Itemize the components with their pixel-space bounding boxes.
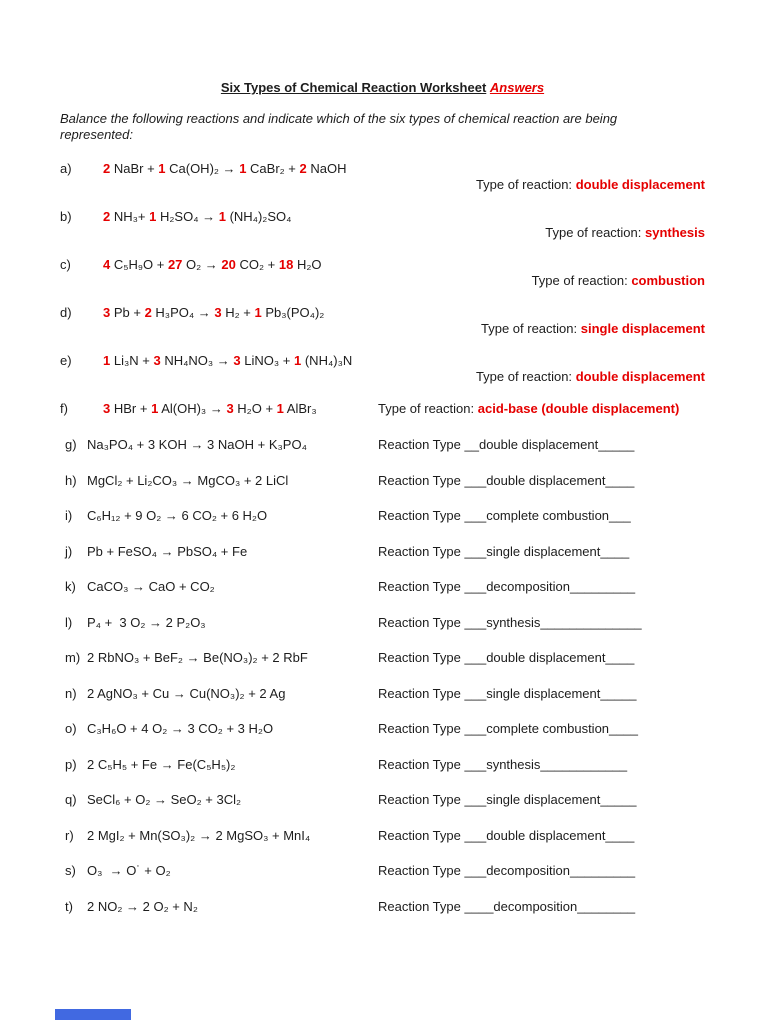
equation-line: [60, 161, 705, 177]
reaction-type-answer-blank: ___double displacement____: [464, 650, 635, 665]
formula-segment: H₂SO₄ →: [156, 209, 219, 224]
formula-segment: Pb +: [110, 305, 145, 320]
reaction-item-b: [60, 209, 705, 241]
item-letter: r): [65, 827, 74, 843]
reaction-type-line: [378, 473, 634, 489]
reaction-type-line: [378, 544, 629, 560]
item-letter: b): [60, 209, 72, 224]
reaction-type-line: [378, 508, 631, 524]
reaction-type-answer-blank: ___complete combustion____: [464, 721, 638, 736]
balancing-coefficient: 1: [218, 209, 226, 224]
item-letter: n): [65, 685, 77, 701]
formula-segment: (NH₄)₃N: [301, 353, 353, 368]
reaction-item-g: [60, 437, 705, 453]
item-letter: k): [65, 579, 76, 594]
formula-segment: Pb₃(PO₄)₂: [261, 305, 325, 320]
type-of-reaction-label: Type of reaction:: [531, 273, 628, 288]
item-letter: t): [65, 898, 73, 914]
item-letter: c): [60, 257, 71, 272]
reaction-type-label: Reaction Type: [378, 721, 461, 736]
reaction-type-label: Reaction Type: [378, 508, 461, 523]
equation-line: [60, 209, 705, 225]
balancing-coefficient: 2: [144, 305, 152, 320]
equation-line: [60, 353, 705, 369]
formula-segment: Ca(OH)₂ →: [165, 161, 240, 176]
balancing-coefficient: 20: [221, 257, 236, 272]
reaction-type-answer: double displacement: [575, 177, 705, 192]
page-title: [60, 80, 705, 96]
chemical-equation: 2 AgNO₃ + Cu → Cu(NO₃)₂ + 2 Ag: [87, 685, 286, 701]
instructions: [60, 111, 705, 143]
reaction-type-answer-blank: ___single displacement_____: [464, 792, 637, 807]
item-letter: h): [65, 472, 77, 488]
reaction-type-answer: combustion: [631, 273, 705, 288]
item-letter: g): [65, 437, 77, 452]
balancing-coefficient: 1: [151, 401, 159, 416]
reaction-type-answer-blank: ___decomposition_________: [464, 579, 636, 594]
formula-segment: H₂O: [293, 257, 322, 272]
balancing-coefficient: 3: [153, 353, 161, 368]
formula-segment: AlBr₃: [283, 401, 317, 416]
type-of-reaction-line: [60, 225, 705, 241]
formula-segment: H₃PO₄ →: [151, 305, 215, 320]
reaction-type-answer: double displacement: [575, 369, 705, 384]
balancing-coefficient: 1: [239, 161, 247, 176]
balancing-coefficient: 2: [299, 161, 307, 176]
formula-segment: (NH₄)₂SO₄: [225, 209, 292, 224]
balancing-coefficient: 1: [149, 209, 157, 224]
reaction-type-line: [378, 615, 642, 631]
reaction-type-line: [378, 828, 634, 844]
chemical-equation: P₄ + 3 O₂ → 2 P₂O₃: [87, 614, 206, 630]
reaction-type-label: Reaction Type: [378, 543, 461, 559]
title-answers: Answers: [489, 80, 545, 95]
reaction-item-p: [60, 757, 705, 773]
item-letter: e): [60, 353, 72, 368]
type-of-reaction-line: [60, 321, 705, 337]
formula-segment: O₂ →: [182, 257, 222, 272]
footer-accent-bar: [55, 1009, 131, 1020]
reaction-type-line: [378, 437, 634, 453]
reaction-item-o: [60, 721, 705, 737]
formula-segment: NaOH: [306, 161, 347, 176]
item-letter: a): [60, 161, 72, 176]
formula-segment: CO₂ +: [235, 257, 279, 272]
reaction-type-answer: single displacement: [580, 321, 705, 336]
reaction-type-answer-blank: ___synthesis____________: [464, 756, 628, 772]
formula-segment: Al(OH)₃ →: [158, 401, 227, 416]
reaction-item-f: [60, 401, 705, 417]
reaction-type-label: Reaction Type: [378, 579, 461, 594]
balancing-coefficient: 1: [158, 161, 166, 176]
chemical-equation: [103, 161, 346, 177]
reaction-type-answer-blank: ___double displacement____: [464, 472, 635, 488]
chemical-equation: C₃H₆O + 4 O₂ → 3 CO₂ + 3 H₂O: [87, 721, 274, 736]
formula-segment: Li₃N +: [110, 353, 154, 368]
formula-segment: CaBr₂ +: [246, 161, 300, 176]
reaction-type-answer: acid-base (double displacement): [477, 401, 680, 416]
reaction-type-label: Reaction Type: [378, 472, 461, 488]
reaction-type-label: Reaction Type: [378, 863, 461, 878]
chemical-equation: 2 RbNO₃ + BeF₂ → Be(NO₃)₂ + 2 RbF: [87, 650, 308, 665]
balancing-coefficient: 3: [103, 401, 111, 416]
balancing-coefficient: 3: [226, 401, 234, 416]
balancing-coefficient: 3: [214, 305, 222, 320]
type-of-reaction-label: Type of reaction:: [480, 321, 578, 336]
item-letter: j): [65, 543, 73, 559]
type-of-reaction-label: Type of reaction:: [475, 369, 573, 384]
type-of-reaction-label: Type of reaction:: [378, 401, 475, 416]
balancing-coefficient: 1: [276, 401, 284, 416]
reaction-type-answer-blank: ___decomposition_________: [464, 863, 636, 878]
instructions-line1: Balance the following reactions and indicate which of the six types of chemical reaction are being: [60, 111, 618, 126]
formula-segment: NH₄NO₃ →: [160, 353, 234, 368]
reaction-item-l: [60, 615, 705, 631]
chemical-equation: [103, 209, 291, 225]
item-letter: p): [65, 756, 77, 772]
reaction-type-line: [378, 863, 635, 879]
reaction-item-a: [60, 161, 705, 193]
type-of-reaction-line: [60, 369, 705, 385]
item-letter: m): [65, 650, 81, 665]
reaction-type-line: [378, 757, 627, 773]
formula-segment: H₂ +: [221, 305, 255, 320]
reaction-type-answer-blank: ___single displacement____: [464, 543, 630, 559]
reaction-type-label: Reaction Type: [378, 756, 461, 772]
formula-segment: H₂O +: [233, 401, 277, 416]
balancing-coefficient: 3: [233, 353, 241, 368]
reaction-type-label: Reaction Type: [378, 437, 461, 452]
reaction-item-r: [60, 828, 705, 844]
item-letter: s): [65, 863, 76, 878]
formula-segment: C₅H₉O +: [110, 257, 168, 272]
instructions-line2: represented:: [60, 127, 133, 142]
balancing-coefficient: 18: [278, 257, 294, 272]
chemical-equation: SeCl₆ + O₂ → SeO₂ + 3Cl₂: [87, 792, 242, 807]
chemical-equation: MgCl₂ + Li₂CO₃ → MgCO₃ + 2 LiCl: [87, 472, 289, 488]
reaction-item-d: [60, 305, 705, 337]
formula-segment: NaBr +: [110, 161, 159, 176]
type-of-reaction-label: Type of reaction:: [545, 225, 642, 240]
chemical-equation: [103, 401, 317, 417]
formula-segment: NH₃+: [110, 209, 150, 224]
balancing-coefficient: 1: [103, 353, 111, 368]
balancing-coefficient: 27: [167, 257, 183, 272]
reaction-type-answer-blank: ____decomposition________: [464, 898, 636, 914]
reaction-type-label: Reaction Type: [378, 827, 461, 843]
reaction-item-s: [60, 863, 705, 879]
reaction-type-answer-blank: __double displacement_____: [464, 437, 635, 452]
item-letter: l): [65, 614, 73, 630]
type-of-reaction-label: Type of reaction:: [475, 177, 573, 192]
reaction-item-e: [60, 353, 705, 385]
reaction-type-answer: synthesis: [645, 225, 705, 240]
item-letter: i): [65, 508, 73, 523]
reaction-type-line: [378, 899, 635, 915]
reaction-type-line: [378, 792, 637, 808]
chemical-equation: 2 C₅H₅ + Fe → Fe(C₅H₅)₂: [87, 756, 236, 772]
chemical-equation: C₆H₁₂ + 9 O₂ → 6 CO₂ + 6 H₂O: [87, 508, 268, 523]
reaction-item-j: [60, 544, 705, 560]
reaction-item-q: [60, 792, 705, 808]
item-letter: q): [65, 792, 77, 807]
item-letter: o): [65, 721, 77, 736]
balancing-coefficient: 2: [103, 209, 111, 224]
chemical-equation: Pb + FeSO₄ → PbSO₄ + Fe: [87, 543, 248, 559]
reaction-type-line: [378, 686, 637, 702]
reaction-type-answer-blank: ___double displacement____: [464, 827, 635, 843]
equation-line: [60, 305, 705, 321]
reaction-item-i: [60, 508, 705, 524]
reaction-type-line: [378, 579, 635, 595]
chemical-equation: [103, 257, 322, 273]
reaction-type-label: Reaction Type: [378, 898, 461, 914]
formula-segment: HBr +: [110, 401, 152, 416]
equation-line: [60, 257, 705, 273]
balancing-coefficient: 1: [294, 353, 302, 368]
reaction-type-answer-blank: ___complete combustion___: [464, 508, 631, 523]
answered-items-section: [60, 161, 705, 417]
reaction-item-k: [60, 579, 705, 595]
reaction-type-label: Reaction Type: [378, 685, 461, 701]
reaction-type-label: Reaction Type: [378, 650, 461, 665]
chemical-equation: 2 NO₂ → 2 O₂ + N₂: [87, 898, 198, 914]
reaction-item-h: [60, 473, 705, 489]
reaction-type-line: [378, 650, 634, 666]
chemical-equation: CaCO₃ → CaO + CO₂: [87, 579, 215, 594]
reaction-item-m: [60, 650, 705, 666]
reaction-type-label: Reaction Type: [378, 614, 461, 630]
reaction-type-answer-blank: ___synthesis______________: [464, 614, 642, 630]
balancing-coefficient: 2: [103, 161, 111, 176]
chemical-equation: [103, 353, 352, 369]
balancing-coefficient: 1: [254, 305, 262, 320]
reaction-type-label: Reaction Type: [378, 792, 461, 807]
chemical-equation: Na₃PO₄ + 3 KOH → 3 NaOH + K₃PO₄: [87, 437, 307, 452]
reaction-item-c: [60, 257, 705, 289]
formula-segment: LiNO₃ +: [240, 353, 294, 368]
item-letter: d): [60, 305, 72, 320]
chemical-equation: O₃ → O˙ + O₂: [87, 863, 171, 878]
title-text: Six Types of Chemical Reaction Worksheet: [220, 80, 487, 95]
type-of-reaction-line: [60, 273, 705, 289]
balancing-coefficient: 3: [103, 305, 111, 320]
type-of-reaction-line: [378, 401, 679, 417]
chemical-equation: [103, 305, 324, 321]
reaction-type-line: [378, 721, 638, 737]
reaction-item-n: [60, 686, 705, 702]
reaction-type-answer-blank: ___single displacement_____: [464, 685, 637, 701]
balancing-coefficient: 4: [103, 257, 111, 272]
type-of-reaction-line: [60, 177, 705, 193]
chemical-equation: 2 MgI₂ + Mn(SO₃)₂ → 2 MgSO₃ + MnI₄: [87, 827, 311, 843]
blank-items-section: [60, 437, 705, 915]
reaction-item-t: [60, 899, 705, 915]
item-letter: f): [60, 401, 68, 416]
